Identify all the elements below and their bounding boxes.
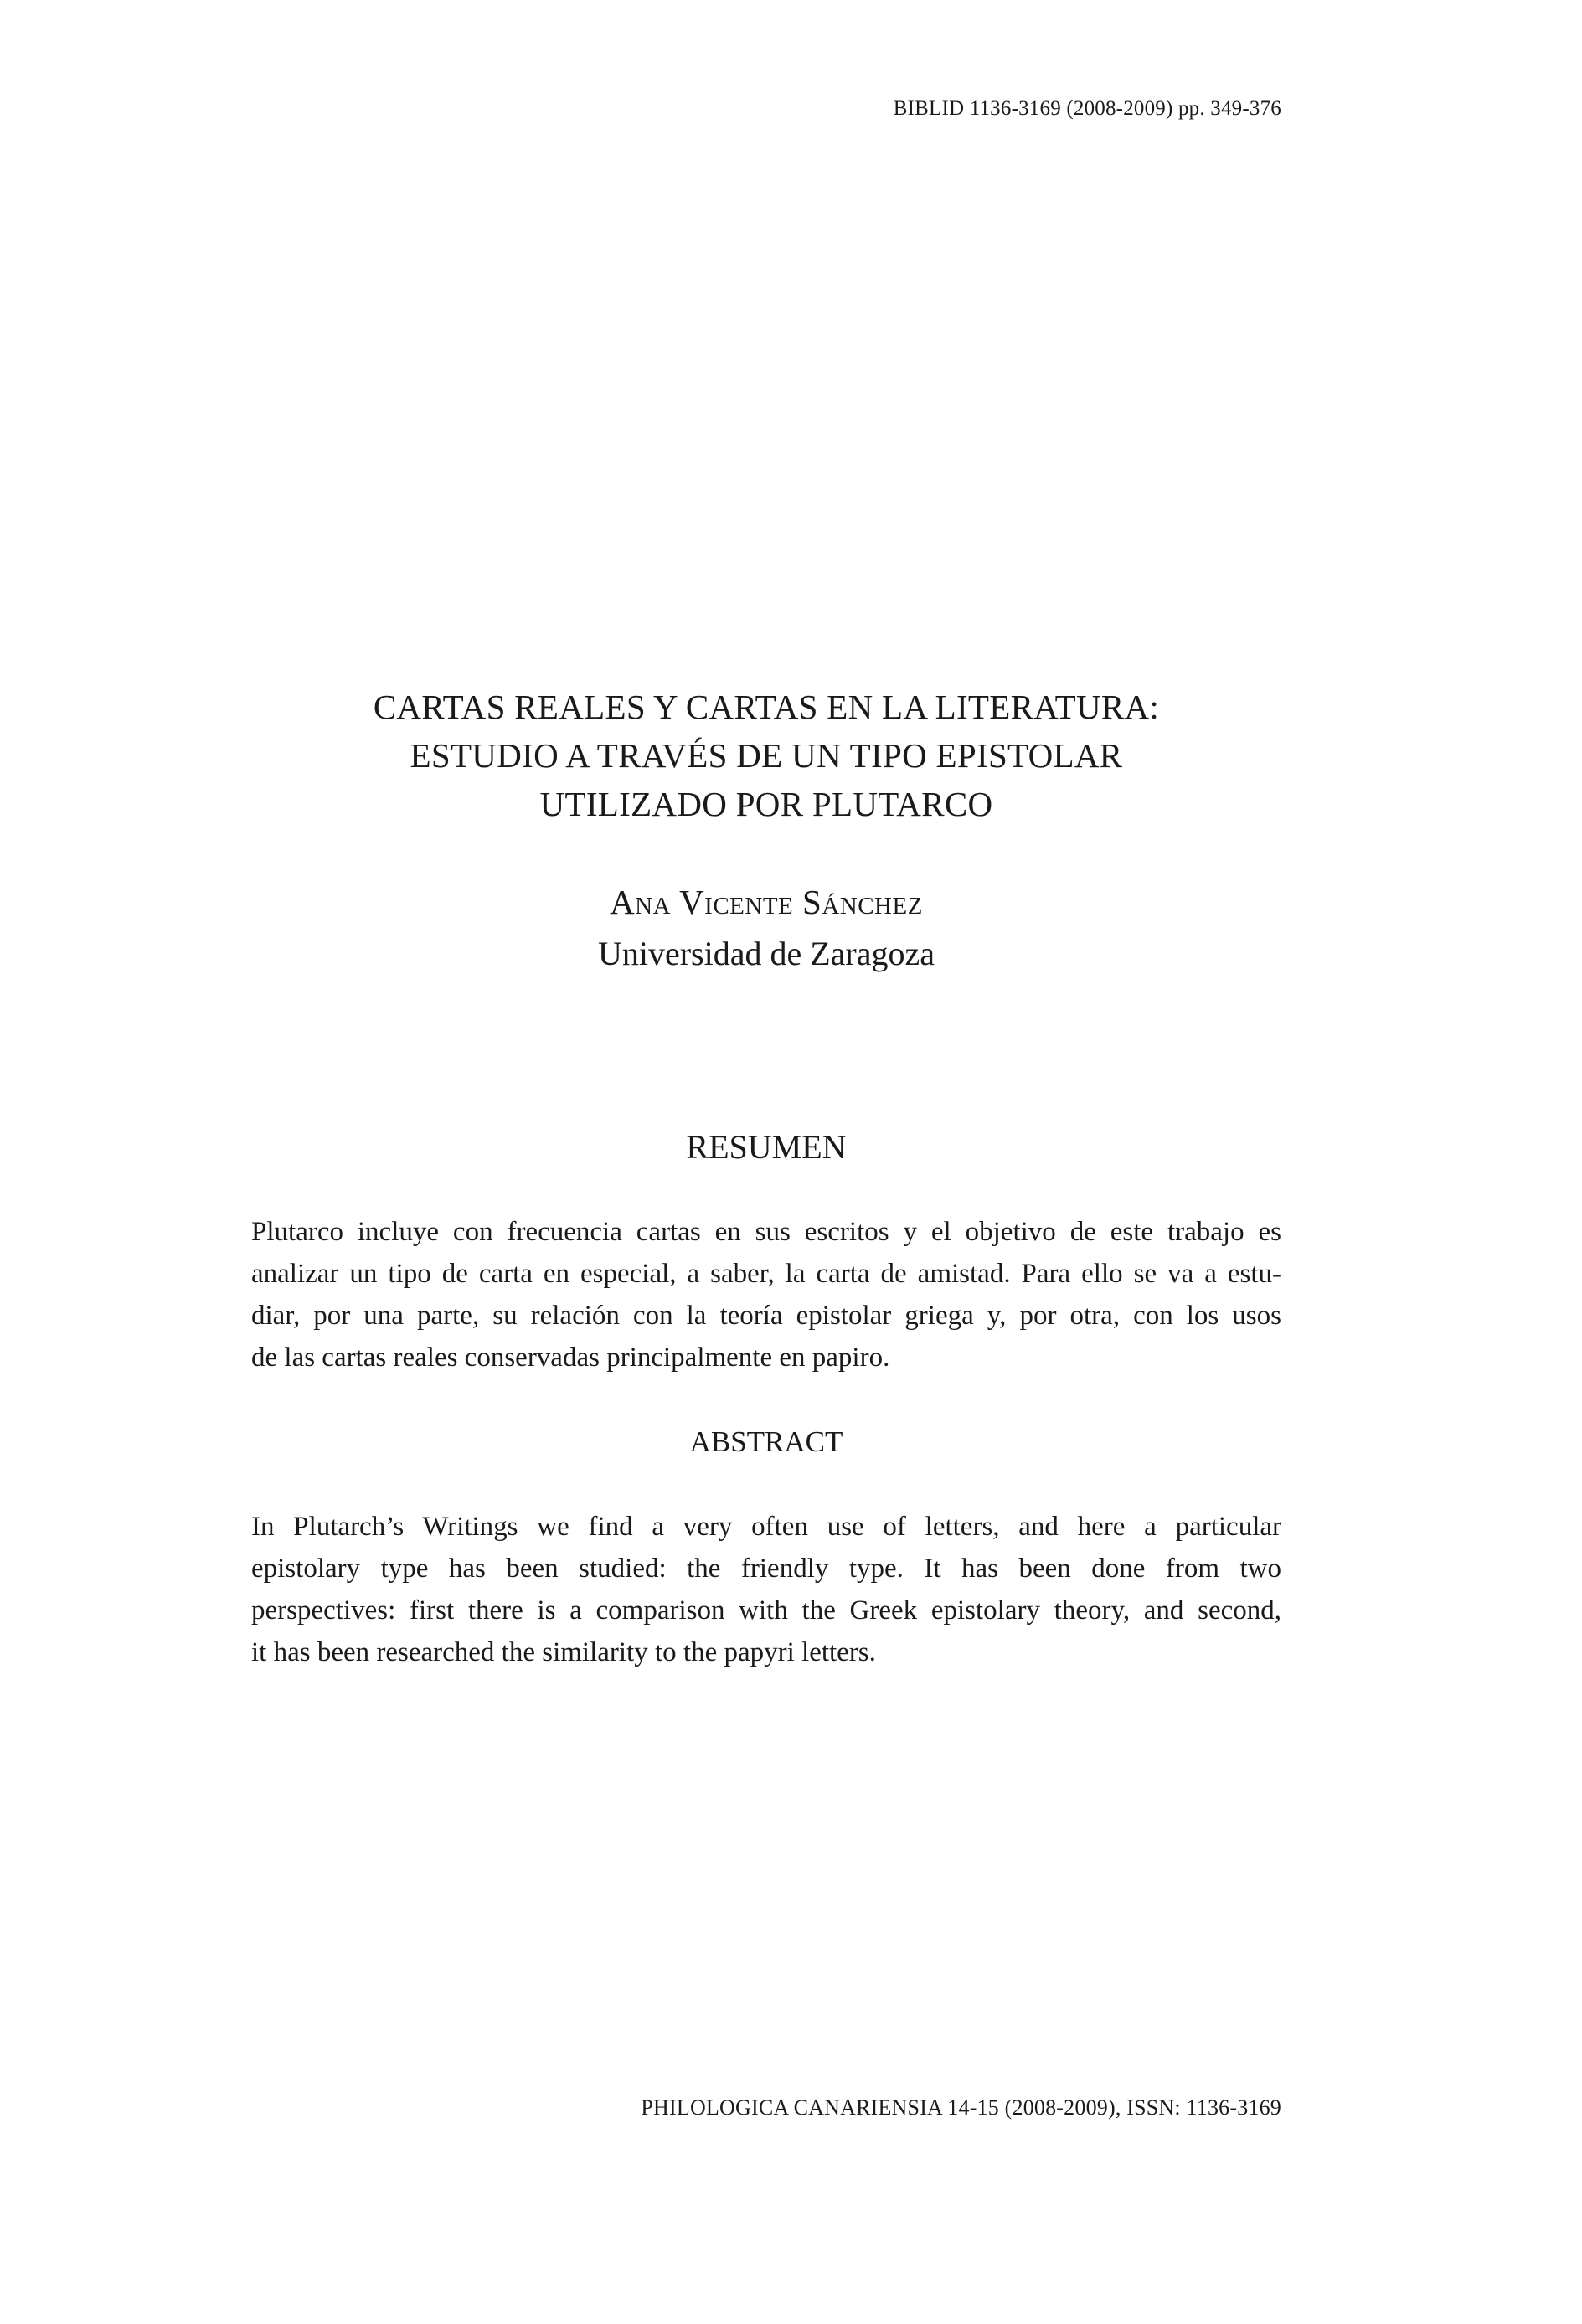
resumen-line-2: analizar un tipo de carta en especial, a saber, la carta de amistad. Para ello se va a estu- <box>251 1259 1281 1289</box>
resumen-line-4: de las cartas reales conservadas principalmente en papiro. <box>251 1342 890 1373</box>
title-line-2: ESTUDIO A TRAVÉS DE UN TIPO EPISTOLAR <box>410 736 1123 775</box>
author-name: Ana Vicente Sánchez <box>610 883 923 921</box>
title-line-1: CARTAS REALES Y CARTAS EN LA LITERATURA: <box>373 688 1160 726</box>
abstract-heading: ABSTRACT <box>689 1425 843 1458</box>
abstract-line-3: perspectives: first there is a comparison with the Greek epistolary theory, and second, <box>251 1595 1281 1626</box>
abstract-line-2: epistolary type has been studied: the friendly type. It has been done from two <box>251 1554 1281 1584</box>
resumen-line-3: diar, por una parte, su relación con la teoría epistolar griega y, por otra, con los usos <box>251 1301 1281 1331</box>
running-footer-journal: PHILOLOGICA CANARIENSIA 14-15 (2008-2009), ISSN: 1136-3169 <box>641 2095 1281 2120</box>
author-block <box>251 878 1281 978</box>
abstract-paragraph <box>251 1506 1281 1673</box>
author-affiliation: Universidad de Zaragoza <box>597 935 935 972</box>
running-header-biblid: BIBLID 1136-3169 (2008-2009) pp. 349-376 <box>893 97 1281 120</box>
abstract-line-1: In Plutarch’s Writings we find a very often use of letters, and here a particular <box>251 1512 1281 1542</box>
article-title <box>251 683 1281 828</box>
resumen-paragraph <box>251 1211 1281 1378</box>
abstract-line-4: it has been researched the similarity to the papyri letters. <box>251 1637 876 1667</box>
title-line-3: UTILIZADO POR PLUTARCO <box>539 785 993 823</box>
resumen-line-1: Plutarco incluye con frecuencia cartas en sus escritos y el objetivo de este trabajo es <box>251 1217 1281 1247</box>
resumen-heading: RESUMEN <box>686 1128 847 1166</box>
